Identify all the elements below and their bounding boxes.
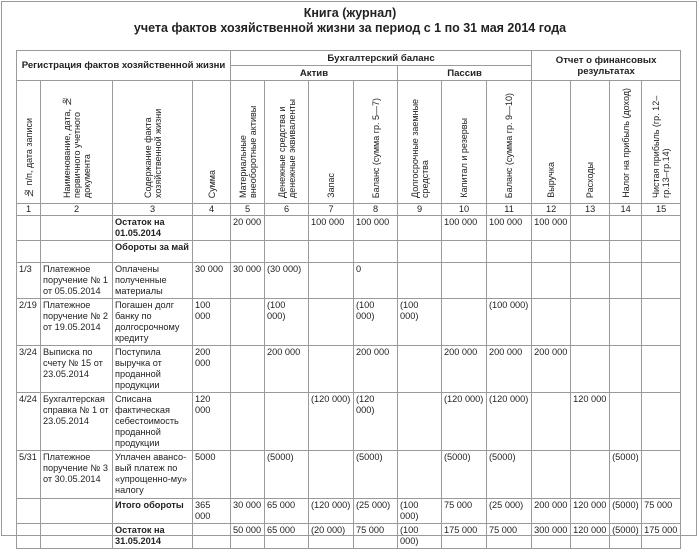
table-cell: (120 000) [309, 393, 354, 451]
table-cell: (5000) [610, 499, 642, 524]
table-cell: 175 000 [642, 524, 681, 549]
table-row [17, 241, 681, 263]
table-cell [231, 241, 265, 263]
column-number: 6 [265, 204, 309, 216]
table-cell [642, 393, 681, 451]
table-row [17, 346, 681, 393]
column-header-label: Содержание факта хозяйственной жизни [142, 108, 163, 198]
column-header-11 [487, 81, 532, 204]
table-cell [487, 263, 532, 299]
table-cell: 300 000 [532, 524, 571, 549]
table-cell: 20 000 [231, 216, 265, 241]
table-cell [610, 263, 642, 299]
table-cell [17, 216, 41, 241]
table-cell [398, 451, 442, 499]
header-passive: Пассив [398, 66, 532, 81]
table-cell: 2/19 [17, 299, 41, 346]
table-cell: 100 000 [354, 216, 398, 241]
table-cell: 365 000 [193, 499, 231, 524]
table-cell: Списана фактическая себестоимость проданной продукции [113, 393, 193, 451]
column-number: 15 [642, 204, 681, 216]
table-cell [610, 216, 642, 241]
table-cell: 65 000 [265, 499, 309, 524]
column-number: 1 [17, 204, 41, 216]
table-cell: (100 000) [398, 299, 442, 346]
column-number: 3 [113, 204, 193, 216]
table-cell [41, 241, 113, 263]
column-header-8 [354, 81, 398, 204]
column-header-3 [113, 81, 193, 204]
table-cell: 30 000 [231, 499, 265, 524]
header-active: Актив [231, 66, 398, 81]
column-number: 9 [398, 204, 442, 216]
column-header-label: Расходы [585, 161, 596, 198]
table-cell [41, 499, 113, 524]
table-cell: (20 000) [309, 524, 354, 549]
table-cell: 200 000 [442, 346, 487, 393]
table-cell: 200 000 [532, 499, 571, 524]
table-cell: 75 000 [442, 499, 487, 524]
table-cell: (5000) [610, 524, 642, 549]
table-cell: 200 000 [354, 346, 398, 393]
column-header-4 [193, 81, 231, 204]
table-cell: 1/3 [17, 263, 41, 299]
table-cell [610, 346, 642, 393]
table-cell [193, 216, 231, 241]
column-header-label: Капитал и резервы [459, 118, 469, 198]
journal-table [16, 50, 681, 549]
header-balance: Бухгалтерский баланс [231, 51, 532, 66]
column-header-14 [610, 81, 642, 204]
column-header-label: Налог на прибыль (доход) [620, 88, 631, 198]
table-cell: 65 000 [265, 524, 309, 549]
table-cell [442, 263, 487, 299]
document-title [0, 6, 700, 36]
column-header-9 [398, 81, 442, 204]
column-header-1 [17, 81, 41, 204]
table-cell [398, 263, 442, 299]
column-number: 10 [442, 204, 487, 216]
table-cell: (120 000) [309, 499, 354, 524]
table-cell: 75 000 [487, 524, 532, 549]
table-cell [571, 346, 610, 393]
table-cell: 4/24 [17, 393, 41, 451]
table-cell: Платежное поручение № 3 от 30.05.2014 [41, 451, 113, 499]
table-cell: (5000) [354, 451, 398, 499]
table-cell: 120 000 [571, 524, 610, 549]
table-cell: Итого обороты [113, 499, 193, 524]
table-cell: Остаток на 01.05.2014 [113, 216, 193, 241]
column-header-12 [532, 81, 571, 204]
table-cell: (25 000) [354, 499, 398, 524]
table-cell [309, 299, 354, 346]
table-cell [532, 299, 571, 346]
table-cell [642, 299, 681, 346]
column-header-label: № п/п, дата записи [23, 118, 34, 198]
table-cell: Погашен долг банку по долгосрочному кредиту [113, 299, 193, 346]
table-cell [309, 346, 354, 393]
table-cell [231, 393, 265, 451]
table-cell [309, 241, 354, 263]
table-cell: (5000) [265, 451, 309, 499]
column-header-label: Материальные внеоборотные активы [237, 105, 258, 198]
table-cell [309, 263, 354, 299]
table-cell [231, 451, 265, 499]
table-cell: Платежное поручение № 2 от 19.05.2014 [41, 299, 113, 346]
table-cell: 120 000 [571, 393, 610, 451]
table-cell [642, 346, 681, 393]
header-financial: Отчет о финансовых результатах [532, 51, 681, 81]
table-cell: (100 000) [398, 524, 442, 549]
table-cell [231, 346, 265, 393]
table-cell [398, 216, 442, 241]
table-cell [309, 451, 354, 499]
column-header-label: Чистая прибыль (гр. 12–гр.13–гр.14) [651, 95, 672, 198]
table-cell: (120 000) [354, 393, 398, 451]
table-cell: 100 000 [442, 216, 487, 241]
table-cell: (120 000) [442, 393, 487, 451]
table-cell [354, 241, 398, 263]
column-header-label: Запас [326, 173, 336, 198]
column-header-15 [642, 81, 681, 204]
table-cell: (5000) [610, 451, 642, 499]
header-registration: Регистрация фактов хозяйственной жизни [17, 51, 231, 81]
table-cell: (100 000) [398, 499, 442, 524]
column-header-10 [442, 81, 487, 204]
table-cell [642, 263, 681, 299]
table-cell: Поступила выручка от проданной продукции [113, 346, 193, 393]
table-cell: (100 000) [265, 299, 309, 346]
table-cell: 100 000 [193, 299, 231, 346]
table-row [17, 393, 681, 451]
column-header-label: Выручка [546, 162, 557, 198]
table-row [17, 524, 681, 549]
table-cell: Оплачены полученные материалы [113, 263, 193, 299]
column-header-6 [265, 81, 309, 204]
column-header-label: Долгосрочные заемные средства [409, 98, 430, 198]
column-number: 12 [532, 204, 571, 216]
table-cell: 120 000 [193, 393, 231, 451]
table-cell [193, 241, 231, 263]
column-number: 11 [487, 204, 532, 216]
column-header-7 [309, 81, 354, 204]
table-cell [398, 346, 442, 393]
table-cell: (5000) [487, 451, 532, 499]
table-cell [17, 241, 41, 263]
column-number: 5 [231, 204, 265, 216]
table-cell [442, 241, 487, 263]
table-cell: 200 000 [193, 346, 231, 393]
table-cell [487, 241, 532, 263]
table-cell [532, 393, 571, 451]
column-header-label: Баланс (сумма гр. 5—7) [370, 97, 381, 198]
table-cell [571, 451, 610, 499]
table-cell [532, 263, 571, 299]
title-line-1: Книга (журнал) [303, 6, 397, 20]
table-row [17, 263, 681, 299]
table-cell: 75 000 [642, 499, 681, 524]
table-cell: (100 000) [354, 299, 398, 346]
table-cell: 5/31 [17, 451, 41, 499]
table-cell [532, 241, 571, 263]
column-number: 2 [41, 204, 113, 216]
table-cell: 120 000 [571, 499, 610, 524]
table-cell [642, 451, 681, 499]
table-cell [193, 524, 231, 549]
table-cell: Остаток на 31.05.2014 [113, 524, 193, 549]
table-cell [41, 216, 113, 241]
table-cell: Обороты за май [113, 241, 193, 263]
table-cell: 30 000 [193, 263, 231, 299]
table-cell [265, 241, 309, 263]
column-number: 13 [571, 204, 610, 216]
column-number: 14 [610, 204, 642, 216]
table-cell [642, 241, 681, 263]
table-cell: (120 000) [487, 393, 532, 451]
column-header-label: Сумма [206, 169, 217, 198]
column-header-label: Наименование, дата, № первичного учетного документа [61, 96, 92, 198]
column-number: 8 [354, 204, 398, 216]
table-cell [571, 241, 610, 263]
table-cell [571, 299, 610, 346]
column-header-label: Баланс (сумма гр. 9—10) [504, 92, 515, 198]
table-cell: 0 [354, 263, 398, 299]
table-cell [642, 216, 681, 241]
table-cell: 100 000 [532, 216, 571, 241]
table-cell [265, 216, 309, 241]
title-line-2: учета фактов хозяйственной жизни за период с 1 по 31 мая 2014 года [133, 21, 567, 35]
table-cell: (5000) [442, 451, 487, 499]
table-cell [610, 393, 642, 451]
table-cell [610, 299, 642, 346]
table-cell [398, 393, 442, 451]
table-cell: 3/24 [17, 346, 41, 393]
table-cell: 100 000 [487, 216, 532, 241]
table-cell: (30 000) [265, 263, 309, 299]
table-cell [442, 299, 487, 346]
table-cell [265, 393, 309, 451]
table-cell: Уплачен авансо-вый платеж по «упрощенно-му» налогу [113, 451, 193, 499]
column-header-2 [41, 81, 113, 204]
table-cell [532, 451, 571, 499]
table-row [17, 499, 681, 524]
column-header-label: Денежные средства и денежные эквиваленты [276, 99, 297, 198]
table-cell: Бухгалтерская справка № 1 от 23.05.2014 [41, 393, 113, 451]
table-cell: 5000 [193, 451, 231, 499]
table-row [17, 299, 681, 346]
table-cell: (100 000) [487, 299, 532, 346]
table-cell: Платежное поручение № 1 от 05.05.2014 [41, 263, 113, 299]
table-cell: 75 000 [354, 524, 398, 549]
table-cell: 30 000 [231, 263, 265, 299]
table-cell: Выписка по счету № 15 от 23.05.2014 [41, 346, 113, 393]
table-cell: 200 000 [265, 346, 309, 393]
column-number: 4 [193, 204, 231, 216]
table-cell [41, 524, 113, 549]
table-cell: 100 000 [309, 216, 354, 241]
table-cell [571, 216, 610, 241]
table-row [17, 216, 681, 241]
table-cell: 175 000 [442, 524, 487, 549]
column-number: 7 [309, 204, 354, 216]
table-cell [398, 241, 442, 263]
table-cell [231, 299, 265, 346]
table-cell [17, 524, 41, 549]
table-cell [17, 499, 41, 524]
column-header-5 [231, 81, 265, 204]
table-cell: 200 000 [532, 346, 571, 393]
table-row [17, 451, 681, 499]
table-cell [610, 241, 642, 263]
table-cell: 200 000 [487, 346, 532, 393]
column-header-13 [571, 81, 610, 204]
table-cell: (25 000) [487, 499, 532, 524]
table-cell: 50 000 [231, 524, 265, 549]
table-cell [571, 263, 610, 299]
